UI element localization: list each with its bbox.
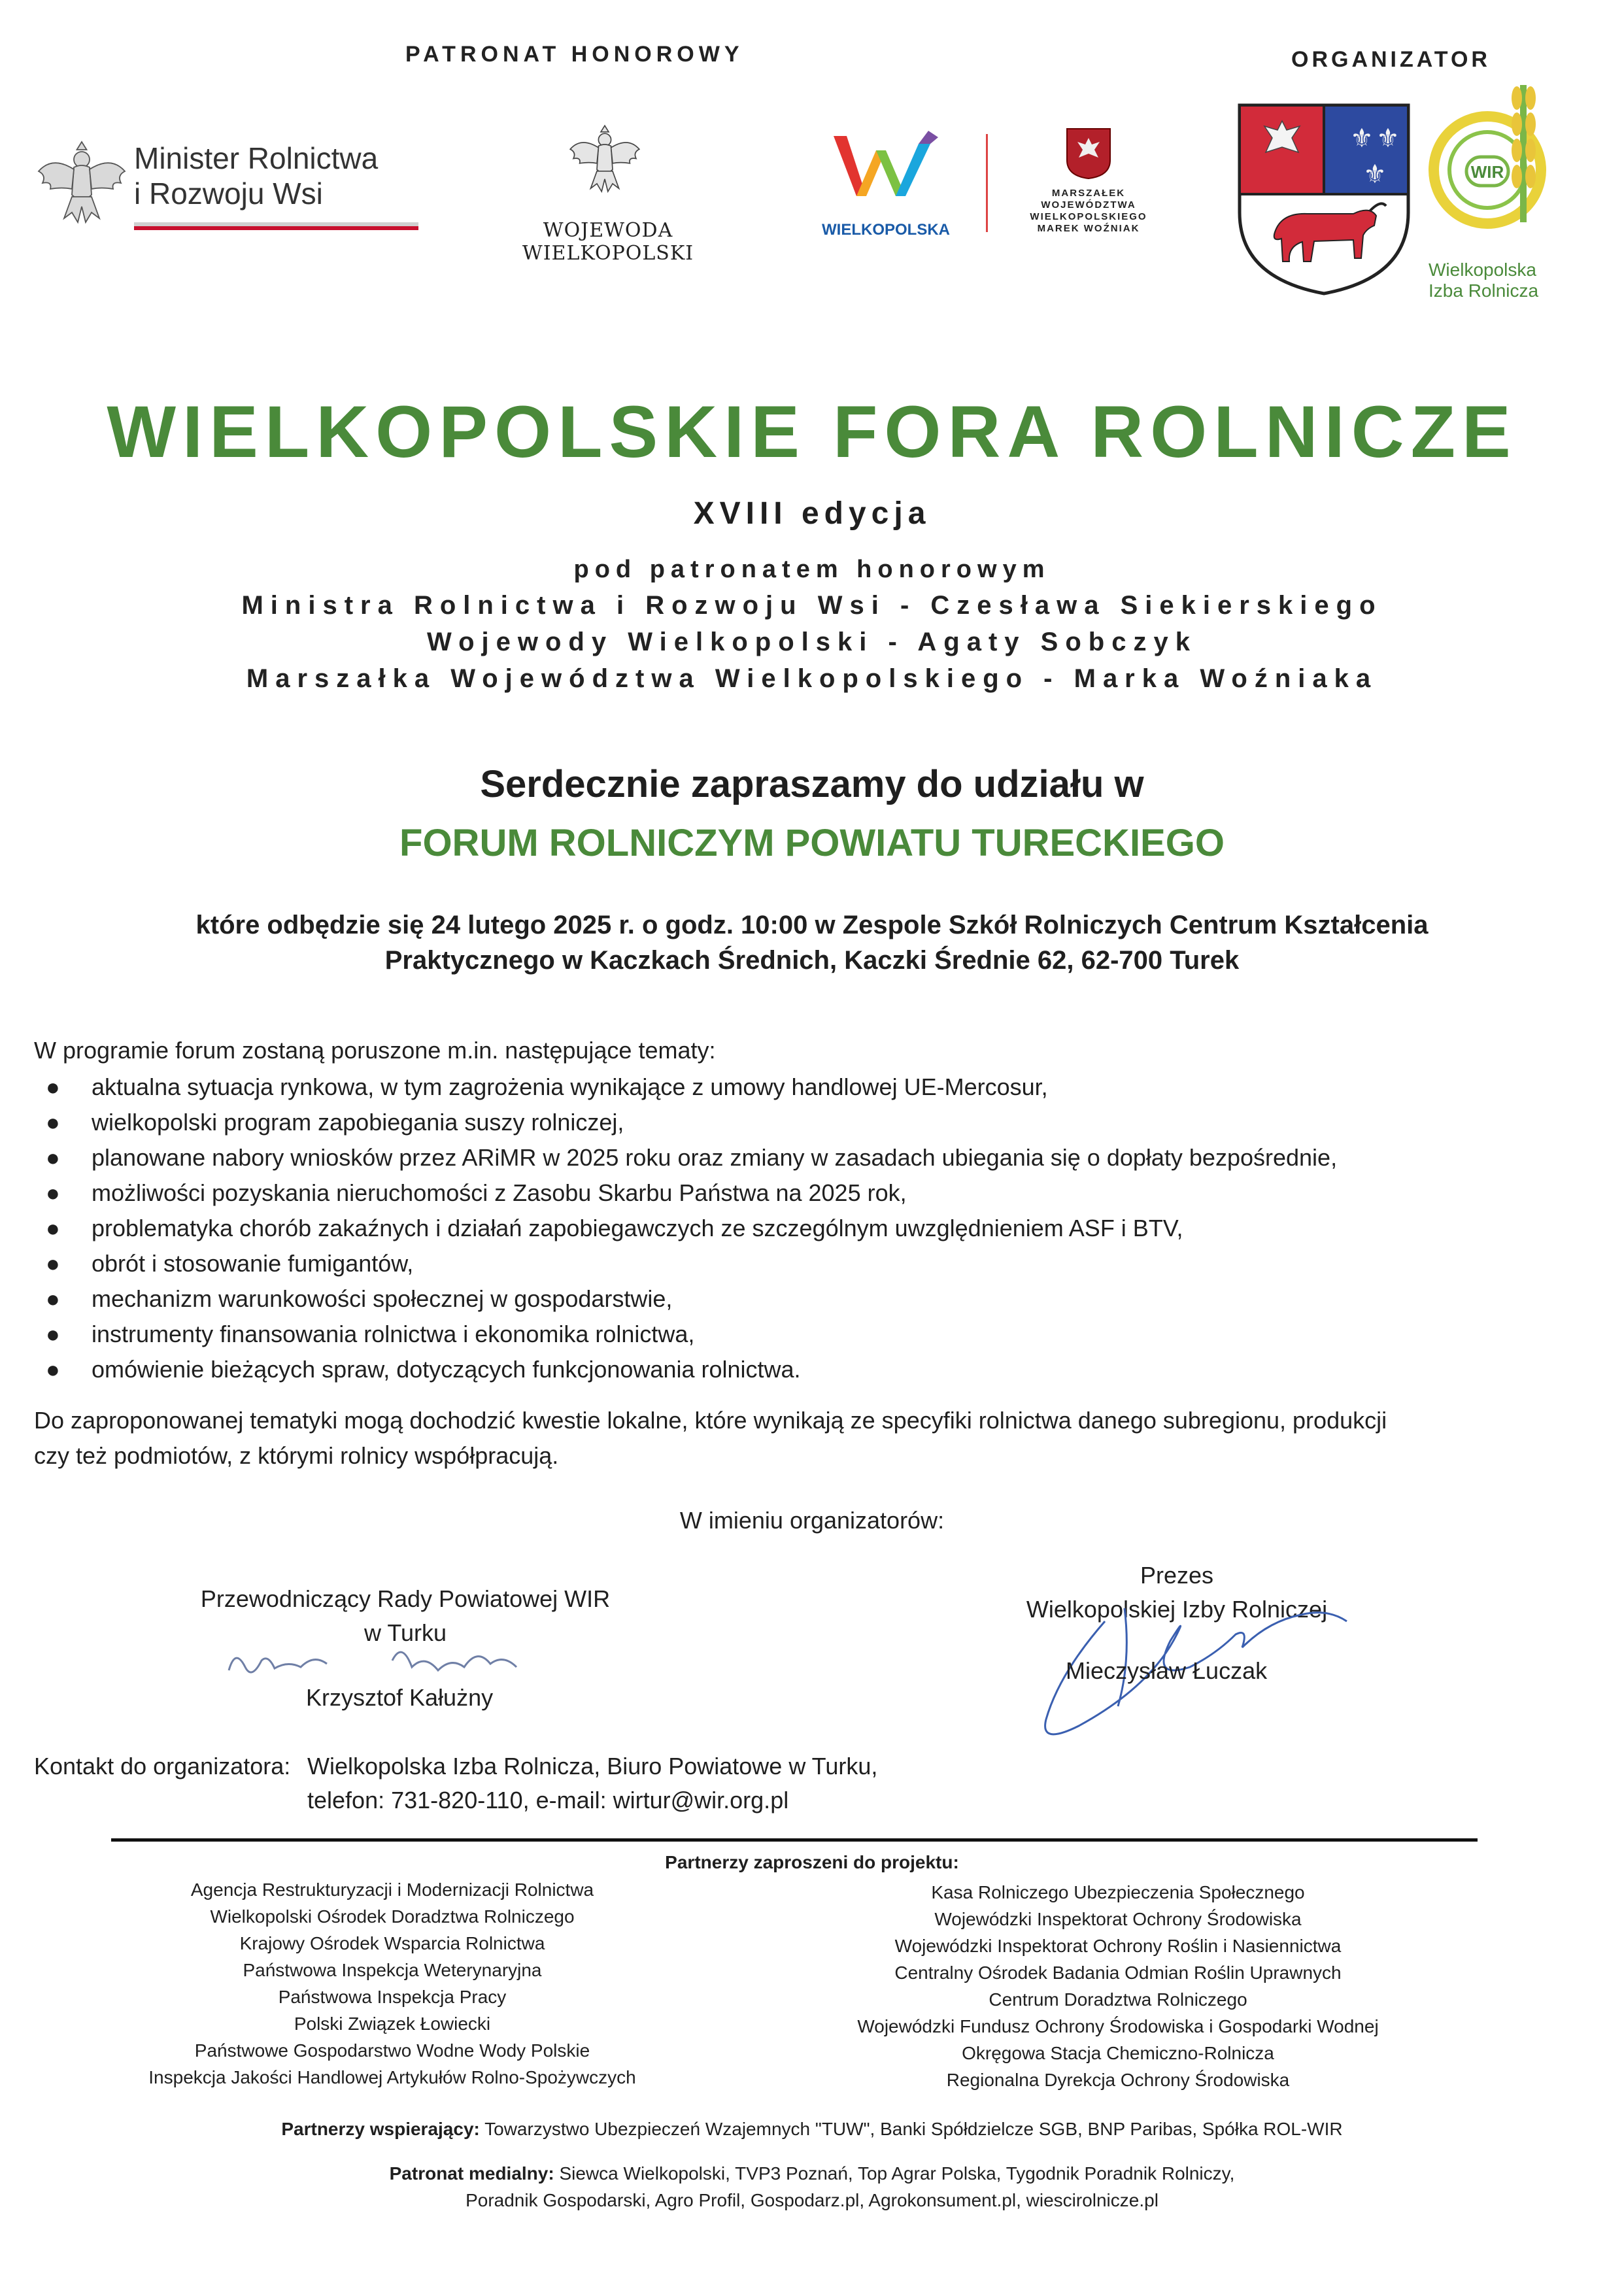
edition-label: XVIII edycja bbox=[693, 496, 931, 531]
wielkopolska-logo-text: WIELKOPOLSKA bbox=[822, 221, 950, 239]
marszalek-crest-icon bbox=[1066, 127, 1111, 180]
event-details bbox=[0, 907, 1624, 978]
ministry-logo bbox=[33, 134, 399, 239]
patron-wojewoda: Wojewody Wielkopolski - Agaty Sobczyk bbox=[427, 628, 1197, 656]
bullet-icon: ● bbox=[46, 1215, 60, 1241]
wir-wheat-icon bbox=[1415, 78, 1566, 235]
svg-text:⚜: ⚜ bbox=[1376, 124, 1400, 154]
program-intro: W programie forum zostaną poruszone m.in. następujące tematy: bbox=[34, 1037, 716, 1064]
bullet-icon: ● bbox=[46, 1321, 60, 1347]
partner-item: Polski Związek Łowiecki bbox=[294, 2014, 491, 2034]
forum-name: FORUM ROLNICZYM POWIATU TURECKIEGO bbox=[399, 822, 1225, 864]
supporting-partners bbox=[0, 2116, 1624, 2142]
topic-text: obrót i stosowanie fumigantów, bbox=[92, 1250, 414, 1277]
partner-item: Agencja Restrukturyzacji i Modernizacji Rolnictwa bbox=[190, 1880, 594, 1900]
signature-left-name: Krzysztof Kałużny bbox=[306, 1684, 494, 1711]
media-patronage-line2: Poradnik Gospodarski, Agro Profil, Gospodarz.pl, Agrokonsument.pl, wiescirolnicze.pl bbox=[465, 2190, 1159, 2210]
supporting-partners-text: Towarzystwo Ubezpieczeń Wzajemnych "TUW", Banki Spółdzielcze SGB, BNP Paribas, Spółka ROL-WIR bbox=[484, 2119, 1343, 2139]
program-note-line2: czy też podmiotów, z którymi rolnicy współpracują. bbox=[34, 1442, 559, 1469]
signature-left-role1: Przewodniczący Rady Powiatowej WIR bbox=[200, 1585, 611, 1612]
turek-coat-of-arms bbox=[1236, 101, 1412, 297]
on-behalf-label: W imieniu organizatorów: bbox=[679, 1507, 945, 1534]
ministry-logo-line1: Minister Rolnictwa bbox=[134, 141, 379, 175]
program-note bbox=[34, 1403, 1590, 1474]
invitation-lead: Serdecznie zapraszamy do udziału w bbox=[480, 763, 1144, 805]
contact-line1: Wielkopolska Izba Rolnicza, Biuro Powiatowe w Turku, bbox=[307, 1753, 878, 1780]
partner-item: Państwowa Inspekcja Pracy bbox=[278, 1987, 507, 2007]
signature-right-role2: Wielkopolskiej Izby Rolniczej bbox=[1026, 1596, 1328, 1623]
marszalek-logo-line1: MARSZAŁEK bbox=[1051, 188, 1126, 199]
bullet-icon: ● bbox=[46, 1285, 60, 1312]
partner-item: Kasa Rolniczego Ubezpieczenia Społecznego bbox=[931, 1882, 1305, 1902]
main-title: WIELKOPOLSKIE FORA ROLNICZE bbox=[107, 391, 1517, 473]
contact-details bbox=[307, 1749, 877, 1817]
partner-item: Wielkopolski Ośrodek Doradztwa Rolniczego bbox=[210, 1906, 575, 1927]
topic-item bbox=[34, 1105, 1590, 1140]
wir-logo-line2: Izba Rolnicza bbox=[1429, 280, 1539, 301]
partner-item: Państwowe Gospodarstwo Wodne Wody Polskie bbox=[194, 2040, 590, 2061]
svg-text:⚜: ⚜ bbox=[1350, 124, 1374, 154]
wojewoda-logo-text: WOJEWODA WIELKOPOLSKI bbox=[522, 219, 694, 265]
topic-text: wielkopolski program zapobiegania suszy rolniczej, bbox=[92, 1109, 624, 1136]
wir-badge-text: WIR bbox=[1470, 162, 1504, 182]
marszalek-logo-line3: WIELKOPOLSKIEGO bbox=[1030, 211, 1147, 222]
media-patronage-label: Patronat medialny: bbox=[389, 2163, 554, 2184]
topic-text: planowane nabory wniosków przez ARiMR w 2025 roku oraz zmiany w zasadach ubiegania się o dopłaty bezpośrednie, bbox=[92, 1144, 1338, 1171]
partners-left-column bbox=[72, 1876, 713, 2091]
partner-item: Wojewódzki Inspektorat Ochrony Roślin i Nasiennictwa bbox=[894, 1936, 1342, 1956]
signature-left-role2: w Turku bbox=[364, 1619, 447, 1646]
bullet-icon: ● bbox=[46, 1356, 60, 1383]
event-details-line2: Praktycznego w Kaczkach Średnich, Kaczki Średnie 62, 62-700 Turek bbox=[384, 946, 1240, 975]
marszalek-logo-line2: WOJEWÓDZTWA bbox=[1041, 199, 1136, 211]
topic-text: możliwości pozyskania nieruchomości z Zasobu Skarbu Państwa na 2025 rok, bbox=[92, 1179, 907, 1206]
partner-item: Centralny Ośrodek Badania Odmian Roślin Uprawnych bbox=[894, 1963, 1342, 1983]
topic-item bbox=[34, 1175, 1590, 1211]
contact-line2: telefon: 731-820-110, e-mail: wirtur@wir.org.pl bbox=[307, 1787, 789, 1813]
signature-left-scribble bbox=[216, 1634, 556, 1687]
wojewoda-eagle-icon bbox=[566, 121, 644, 199]
partner-item: Inspekcja Jakości Handlowej Artykułów Rolno-Spożywczych bbox=[148, 2067, 636, 2087]
ministry-logo-text bbox=[134, 141, 378, 211]
topic-item bbox=[34, 1352, 1590, 1387]
ministry-flag-bar-red bbox=[134, 226, 418, 230]
turek-shield-icon bbox=[1236, 101, 1412, 297]
partner-item: Wojewódzki Inspektorat Ochrony Środowiska bbox=[934, 1909, 1302, 1929]
topic-text: omówienie bieżących spraw, dotyczących funkcjonowania rolnictwa. bbox=[92, 1356, 801, 1383]
partner-item: Wojewódzki Fundusz Ochrony Środowiska i Gospodarki Wodnej bbox=[857, 2016, 1379, 2036]
marszalek-logo-text bbox=[1010, 188, 1167, 235]
topic-text: aktualna sytuacja rynkowa, w tym zagrożenia wynikające z umowy handlowej UE-Mercosur, bbox=[92, 1073, 1048, 1100]
bullet-icon: ● bbox=[46, 1179, 60, 1206]
wir-logo bbox=[1415, 78, 1566, 314]
signature-right-name: Mieczysław Łuczak bbox=[1066, 1657, 1268, 1684]
wielkopolska-logo bbox=[820, 124, 951, 242]
bullet-icon: ● bbox=[46, 1144, 60, 1171]
patronat-honorowy-label: PATRONAT HONOROWY bbox=[405, 42, 744, 67]
marszalek-logo-line4: MAREK WOŹNIAK bbox=[1037, 223, 1140, 234]
partners-heading: Partnerzy zaproszeni do projektu: bbox=[665, 1852, 959, 1872]
contact-label: Kontakt do organizatora: bbox=[34, 1753, 291, 1780]
patronage-intro: pod patronatem honorowym bbox=[573, 556, 1051, 583]
media-patronage-line1: Siewca Wielkopolski, TVP3 Poznań, Top Agrar Polska, Tygodnik Poradnik Rolniczy, bbox=[559, 2163, 1235, 2184]
bullet-icon: ● bbox=[46, 1109, 60, 1136]
topic-text: mechanizm warunkowości społecznej w gospodarstwie, bbox=[92, 1285, 673, 1312]
wielkopolska-w-icon bbox=[820, 124, 951, 209]
partner-item: Centrum Doradztwa Rolniczego bbox=[989, 1989, 1247, 2010]
program-topics-list bbox=[34, 1070, 1590, 1387]
wojewoda-logo bbox=[458, 121, 758, 265]
topic-item bbox=[34, 1140, 1590, 1175]
topic-item bbox=[34, 1317, 1590, 1352]
topic-text: instrumenty finansowania rolnictwa i ekonomika rolnictwa, bbox=[92, 1321, 695, 1347]
bullet-icon: ● bbox=[46, 1250, 60, 1277]
wir-logo-line1: Wielkopolska bbox=[1429, 260, 1536, 280]
logo-divider bbox=[986, 134, 988, 232]
supporting-partners-label: Partnerzy wspierający: bbox=[281, 2119, 480, 2139]
topic-item bbox=[34, 1246, 1590, 1281]
patron-marszalek: Marszałka Województwa Wielkopolskiego - Marka Woźniaka bbox=[246, 664, 1378, 693]
event-details-line1: które odbędzie się 24 lutego 2025 r. o godz. 10:00 w Zespole Szkół Rolniczych Centrum Kształcenia bbox=[195, 911, 1429, 939]
program-note-line1: Do zaproponowanej tematyki mogą dochodzić kwestie lokalne, które wynikają ze specyfiki rolnictwa danego subregionu, produkcji bbox=[34, 1407, 1387, 1434]
svg-text:⚜: ⚜ bbox=[1363, 160, 1387, 190]
signature-right-role1: Prezes bbox=[1140, 1562, 1214, 1589]
partner-item: Regionalna Dyrekcja Ochrony Środowiska bbox=[946, 2070, 1290, 2090]
wir-logo-text bbox=[1429, 260, 1538, 301]
polish-eagle-icon bbox=[33, 134, 131, 232]
partner-item: Krajowy Ośrodek Wsparcia Rolnictwa bbox=[239, 1933, 545, 1953]
ministry-logo-line2: i Rozwoju Wsi bbox=[134, 177, 323, 211]
footer-divider bbox=[111, 1838, 1478, 1842]
organizator-label: ORGANIZATOR bbox=[1291, 47, 1491, 72]
media-patronage bbox=[0, 2160, 1624, 2214]
bullet-icon: ● bbox=[46, 1073, 60, 1100]
partners-right-column bbox=[791, 1879, 1445, 2093]
topic-text: problematyka chorób zakaźnych i działań zapobiegawczych ze szczególnym uwzględnieniem ASF i BTV, bbox=[92, 1215, 1183, 1241]
patron-minister: Ministra Rolnictwa i Rozwoju Wsi - Czesława Siekierskiego bbox=[241, 591, 1383, 620]
topic-item bbox=[34, 1281, 1590, 1317]
partner-item: Państwowa Inspekcja Weterynaryjna bbox=[243, 1960, 542, 1980]
topic-item bbox=[34, 1070, 1590, 1105]
marszalek-logo bbox=[1010, 127, 1167, 252]
partner-item: Okręgowa Stacja Chemiczno-Rolnicza bbox=[962, 2043, 1274, 2063]
topic-item bbox=[34, 1211, 1590, 1246]
